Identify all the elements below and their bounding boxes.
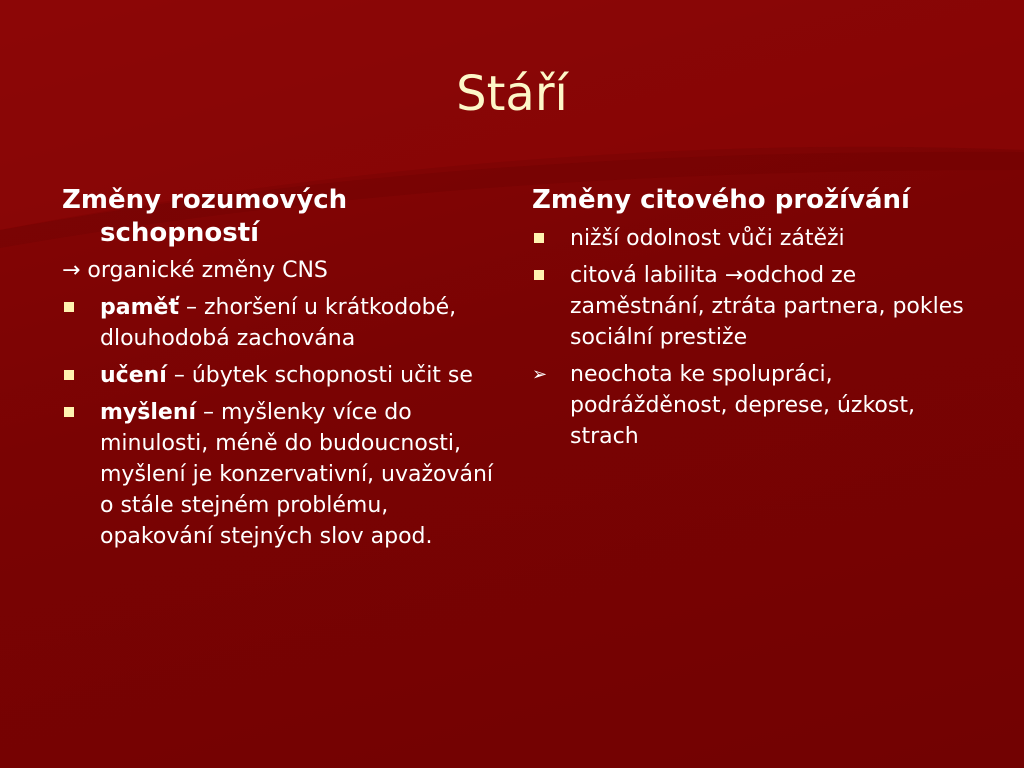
item-text: citová labilita →odchod ze zaměstnání, ztráta partnera, pokles sociální prestiže [570, 263, 964, 350]
right-column [532, 184, 972, 458]
list-item [532, 223, 972, 254]
arrowhead-bullet-icon: ➢ [532, 364, 548, 385]
left-bullet-list [62, 292, 502, 552]
list-item [62, 360, 502, 391]
square-bullet-icon [64, 370, 74, 380]
item-text: nižší odolnost vůči zátěži [570, 226, 845, 251]
item-term: paměť [100, 295, 179, 320]
left-intro-line: → organické změny CNS [62, 258, 328, 283]
square-bullet-icon [64, 302, 74, 312]
item-text: – úbytek schopnosti učit se [166, 363, 473, 388]
item-term: myšlení [100, 400, 197, 425]
square-bullet-icon [534, 270, 544, 280]
left-column-heading: Změny rozumových schopností [62, 185, 348, 248]
item-text: – zhoršení u krátkodobé, dlouhodobá zachována [100, 295, 457, 351]
item-term: učení [100, 363, 167, 388]
square-bullet-icon [534, 233, 544, 243]
list-item [62, 397, 502, 552]
list-item [62, 292, 502, 354]
right-bullet-list [532, 223, 972, 452]
list-item [532, 359, 972, 452]
item-text: neochota ke spolupráci, podrážděnost, deprese, úzkost, strach [570, 362, 915, 449]
list-item [532, 260, 972, 353]
item-text: – myšlenky více do minulosti, méně do budoucnosti, myšlení je konzervativní, uvažování o stále stejném problému, opakování stejných slov apod. [100, 400, 494, 549]
square-bullet-icon [64, 407, 74, 417]
left-column [62, 184, 502, 558]
slide-title: Stáří [456, 66, 568, 122]
right-column-heading: Změny citového prožívání [532, 185, 910, 215]
